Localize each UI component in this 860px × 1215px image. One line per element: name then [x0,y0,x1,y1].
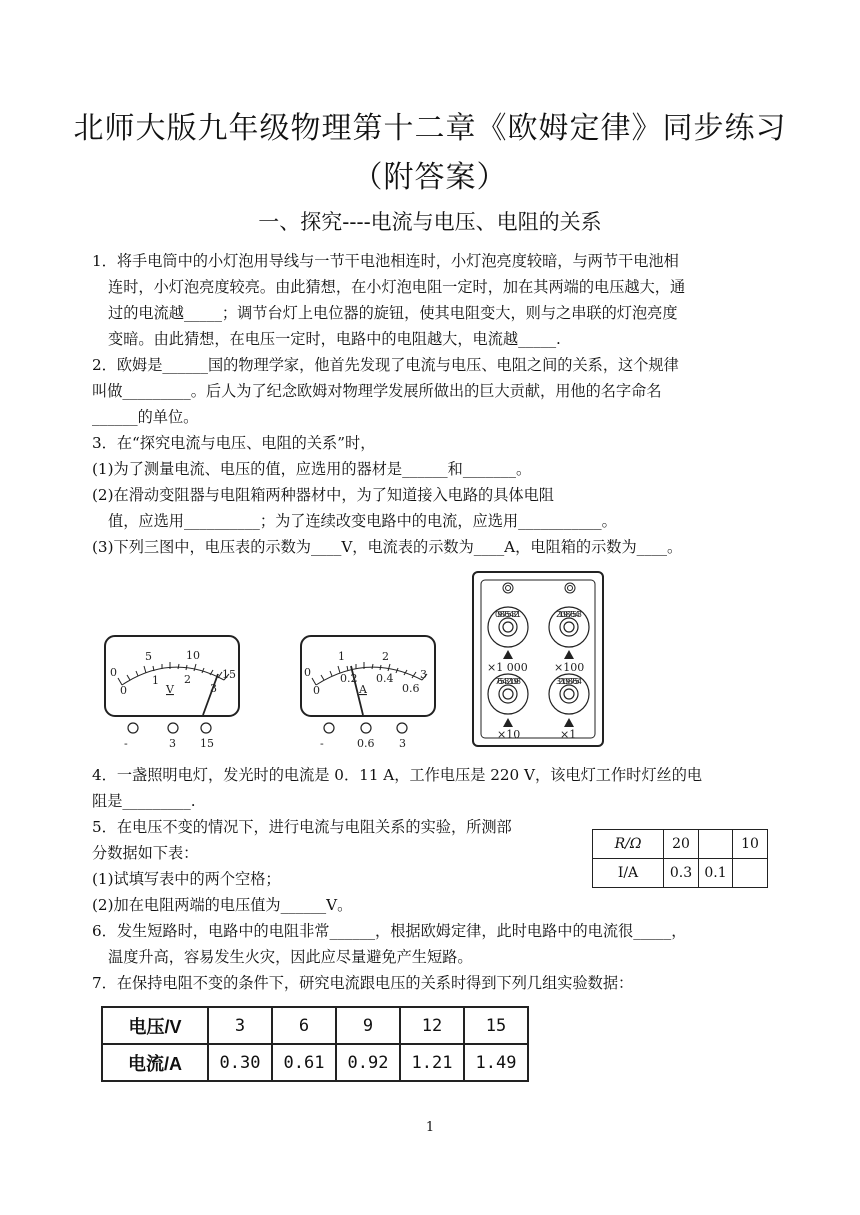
voltmeter-unit: V [166,683,174,696]
table-cell: 3 [208,1007,272,1044]
q1-line4: 变暗。由此猜想，在电压一定时，电路中的电阻越大，电流越_____. [108,330,561,348]
q4-line1: 4．一盏照明电灯，发光时的电流是 0．11 A，工作电压是 220 V，该电灯工作时灯丝的电 [92,766,703,784]
dial-digits: 2 1 0 9 8 7 6 5 4 3 [556,610,582,619]
voltmeter-figure [100,630,245,752]
ammeter-terminal-label: - [320,737,324,750]
voltmeter-lower-tick: 1 [152,674,159,687]
q4-line2: 阻是_________. [92,792,196,810]
q2-line3: ______的单位。 [92,408,199,426]
voltage-current-table [101,1006,529,1082]
page-subtitle: （附答案） [352,160,508,195]
dial-multiplier: ×100 [554,661,585,674]
voltmeter-terminal-label: 3 [169,737,176,750]
section-heading: 一、探究----电流与电压、电阻的关系 [258,210,602,234]
dial-multiplier: ×1 000 [487,661,528,674]
voltmeter-upper-tick: 5 [145,650,152,663]
ammeter-upper-tick: 1 [338,650,345,663]
table-cell: 6 [272,1007,336,1044]
table-cell [733,859,768,888]
table-cell: 0.1 [699,859,733,888]
q5-part2: (2)加在电阻两端的电压值为______V。 [92,896,353,914]
q6-line1: 6．发生短路时，电路中的电阻非常______，根据欧姆定律，此时电路中的电流很_____， [92,922,687,940]
table-header-cell: 电压/V [102,1007,208,1044]
ammeter-upper-tick: 2 [382,650,389,663]
voltmeter-lower-tick: 0 [120,684,127,697]
ammeter-upper-tick: 3 [420,668,427,681]
resistance-current-table [592,829,768,888]
page-number: 1 [425,1120,435,1135]
voltmeter-upper-tick: 15 [222,668,236,681]
voltmeter-upper-tick: 10 [186,649,200,662]
ammeter-upper-tick: 0 [304,666,311,679]
table-cell: 1.49 [464,1044,528,1081]
table-cell: 20 [664,830,699,859]
table-cell: 9 [336,1007,400,1044]
table-cell: 10 [733,830,768,859]
table-cell: 0.61 [272,1044,336,1081]
dial-digits: 0 9 8 7 6 5 4 3 2 1 [495,610,521,619]
table-header-cell: R/Ω [593,830,664,859]
ammeter-figure [296,630,441,752]
page-title: 北师大版九年级物理第十二章《欧姆定律》同步练习 [73,111,787,146]
table-row [102,1007,528,1044]
q1-line2: 连时，小灯泡亮度较亮。由此猜想，在小灯泡电阻一定时，加在其两端的电压越大，通 [108,278,686,296]
table-cell: 0.3 [664,859,699,888]
table-row [102,1044,528,1081]
ammeter-terminal-label: 0.6 [357,737,375,750]
table-cell [699,830,733,859]
table-row [593,830,768,859]
q6-line2: 温度升高，容易发生火灾，因此应尽量避免产生短路。 [108,948,473,966]
q2-line2: 叫做_________。后人为了纪念欧姆对物理学发展所做出的巨大贡献，用他的名字命名 [92,382,662,400]
voltmeter-upper-tick: 0 [110,666,117,679]
q5-line2: 分数据如下表： [92,844,199,862]
q3-part2-line2: 值，应选用__________；为了连续改变电路中的电流，应选用___________。 [108,512,617,530]
voltmeter-terminal-label: 15 [200,737,214,750]
table-cell: 0.30 [208,1044,272,1081]
ammeter-terminal-label: 3 [399,737,406,750]
q3-part3: (3)下列三图中，电压表的示数为____V，电流表的示数为____A，电阻箱的示数为____。 [92,538,683,556]
table-cell: 12 [400,1007,464,1044]
voltmeter-lower-tick: 2 [184,673,191,686]
table-cell: 1.21 [400,1044,464,1081]
q3-part2-line1: (2)在滑动变阻器与电阻箱两种器材中，为了知道接入电路的具体电阻 [92,486,554,504]
table-row [593,859,768,888]
table-cell: 15 [464,1007,528,1044]
table-header-cell: 电流/A [102,1044,208,1081]
q7-line1: 7．在保持电阻不变的条件下，研究电流跟电压的关系时得到下列几组实验数据： [92,974,634,992]
q1-line3: 过的电流越_____；调节台灯上电位器的旋钮，使其电阻变大，则与之串联的灯泡亮度 [108,304,678,322]
ammeter-lower-tick: 0 [313,684,320,697]
dial-multiplier: ×10 [497,728,521,741]
table-header-cell: I/A [593,859,664,888]
dial-digits: 7 6 5 4 3 2 1 0 9 8 [495,677,521,686]
dial-digits: 3 2 1 0 9 8 7 6 5 4 [556,677,582,686]
q5-line1: 5．在电压不变的情况下，进行电流与电阻关系的实验，所测部 [92,818,512,836]
q3-part1: (1)为了测量电流、电压的值，应选用的器材是______和_______。 [92,460,532,478]
q1-line1: 1．将手电筒中的小灯泡用导线与一节干电池相连时，小灯泡亮度较暗，与两节干电池相 [92,252,679,270]
table-cell: 0.92 [336,1044,400,1081]
dial-multiplier: ×1 [560,728,577,741]
ammeter-unit: A [359,683,367,696]
ammeter-lower-tick: 0.6 [402,682,420,695]
q2-line1: 2．欧姆是______国的物理学家，他首先发现了电流与电压、电阻之间的关系，这个规律 [92,356,679,374]
q5-part1: (1)试填写表中的两个空格； [92,870,281,888]
voltmeter-terminal-label: - [124,737,128,750]
ammeter-lower-tick: 0.2 [340,672,358,685]
voltmeter-lower-tick: 3 [210,682,217,695]
resistance-box-figure [470,570,606,750]
ammeter-lower-tick: 0.4 [376,672,394,685]
q3-line1: 3．在“探究电流与电压、电阻的关系”时， [92,434,376,452]
